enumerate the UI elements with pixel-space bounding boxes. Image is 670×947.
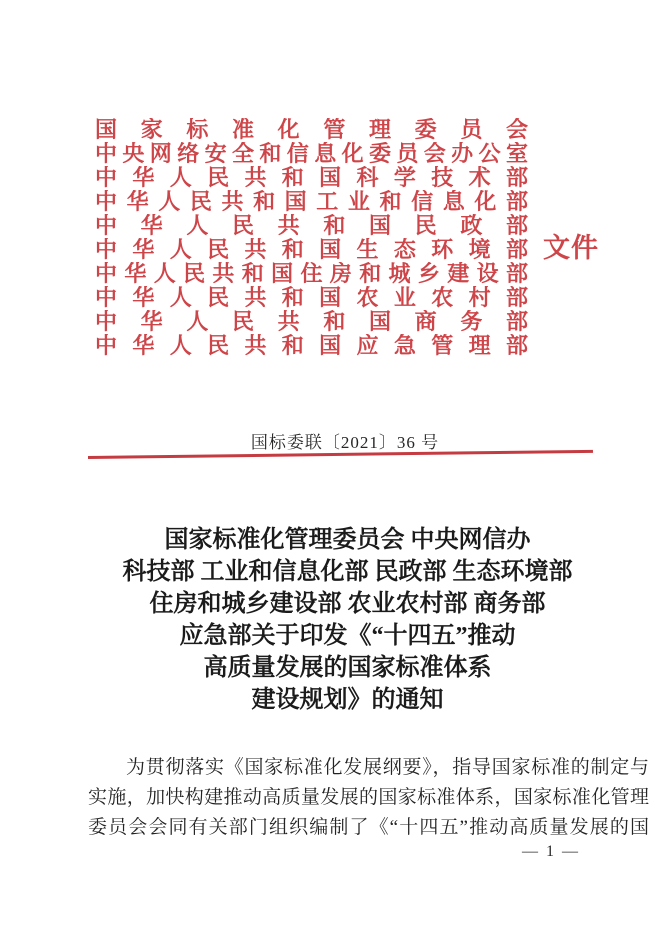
agency-line: 中华人民共和国生态环境部 (95, 238, 528, 262)
page-number: — 1 — (522, 843, 580, 860)
title-line: 应急部关于印发《“十四五”推动 (179, 623, 516, 649)
agency-line: 中华人民共和国应急管理部 (95, 334, 528, 358)
agency-line: 中央网络安全和信息化委员会办公室 (95, 142, 528, 166)
agency-line: 国家标准化管理委员会 (95, 118, 528, 142)
body-line: 委员会会同有关部门组织编制了《“十四五”推动高质量发展的国 (88, 817, 649, 838)
title-line: 住房和城乡建设部 农业农村部 商务部 (149, 591, 546, 617)
title-line: 建设规划》的通知 (251, 687, 444, 713)
red-header-block (95, 118, 528, 358)
agency-line: 中华人民共和国科学技术部 (95, 166, 528, 190)
agency-line: 中华人民共和国商务部 (95, 310, 528, 334)
body-line: 为贯彻落实《国家标准化发展纲要》，指导国家标准的制定与 (126, 757, 649, 778)
agency-line: 中华人民共和国农业农村部 (95, 286, 528, 310)
title-line: 科技部 工业和信息化部 民政部 生态环境部 (122, 559, 573, 585)
document-title (75, 524, 620, 716)
agency-line: 中华人民共和国工业和信息化部 (95, 190, 528, 214)
title-line: 国家标准化管理委员会 中央网信办 (164, 527, 531, 553)
body-line: 实施，加快构建推动高质量发展的国家标准体系，国家标准化管理 (88, 787, 649, 808)
agency-line: 中华人民共和国民政部 (95, 214, 528, 238)
body-paragraph (88, 753, 649, 843)
agency-line: 中华人民共和国住房和城乡建设部 (95, 262, 528, 286)
doc-number: 国标委联〔2021〕36 号 (250, 433, 440, 452)
title-line: 高质量发展的国家标准体系 (203, 655, 492, 681)
file-label: 文件 (543, 233, 599, 263)
